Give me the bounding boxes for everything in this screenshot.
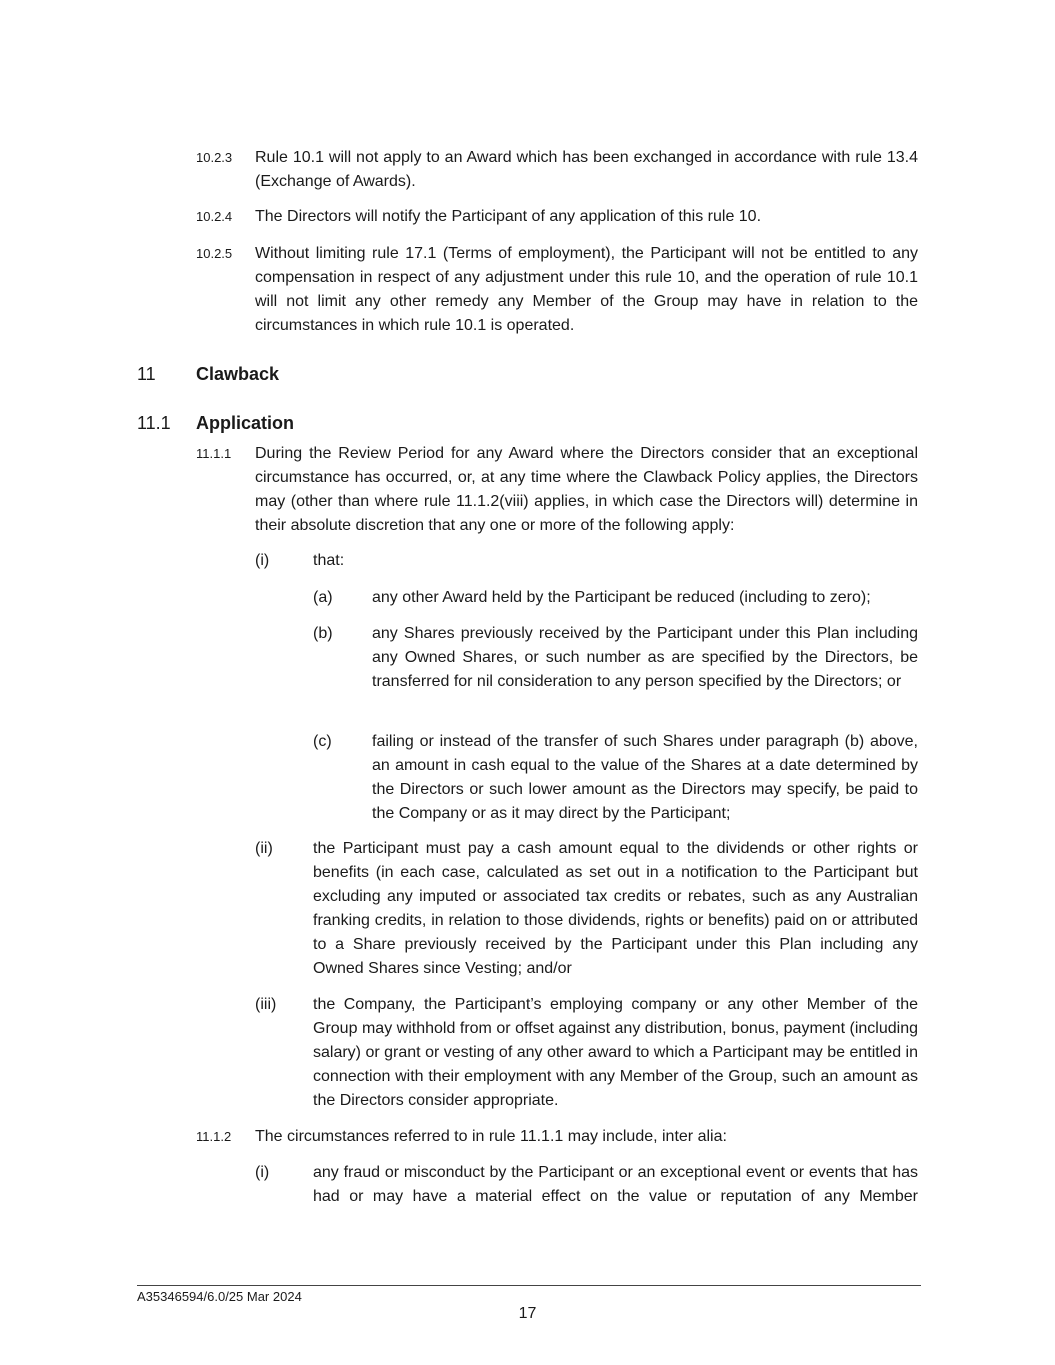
clause-number: 11.1.1 <box>196 446 232 461</box>
section-number: 11 <box>137 364 156 384</box>
clause-text: Rule 10.1 will not apply to an Award which has been exchanged in accordance with rule 13.4 (Exchange of Awards). <box>255 149 918 190</box>
item-number: (ii) <box>255 840 273 857</box>
item-text: that: <box>313 552 345 569</box>
item-text: any fraud or misconduct by the Participant or an exceptional event or events that has had or may have a material effect on the value or reputation of any Member <box>313 1164 918 1205</box>
clause-text: Without limiting rule 17.1 (Terms of employment), the Participant will not be entitled to any compensation in respect of any adjustment under this rule 10, and the operation of rule 10.1 will not limit any other remedy any Member of the Group may have in relation to the circumstances in which rule 10.1 is operated. <box>255 245 918 334</box>
clause-number: 10.2.4 <box>196 209 233 224</box>
item-text: the Company, the Participant’s employing company or any other Member of the Group may withhold from or offset against any distribution, bonus, payment (including salary) or grant or vesting of any other award to which a Participant may be entitled in connection with their employment with any Member of the Group, such an amount as the Directors consider appropriate. <box>313 996 918 1109</box>
document-reference: A35346594/6.0/25 Mar 2024 <box>137 1289 302 1304</box>
subitem-text: any other Award held by the Participant be reduced (including to zero); <box>372 589 871 606</box>
subitem-number: (c) <box>313 733 332 750</box>
section-title: Clawback <box>196 364 280 384</box>
clause-text: The circumstances referred to in rule 11.1.1 may include, inter alia: <box>255 1128 727 1145</box>
page-number: 17 <box>518 1305 537 1322</box>
item-number: (i) <box>255 1164 270 1181</box>
subsection-title: Application <box>196 413 294 433</box>
subitem-text: failing or instead of the transfer of such Shares under paragraph (b) above, an amount in cash equal to the value of the Shares at a date determined by the Directors or such lower amount as the Directors may specify, be paid to the Company or as it may direct by the Participant; <box>372 733 918 822</box>
clause-number: 11.1.2 <box>196 1129 232 1144</box>
clause-text: During the Review Period for any Award where the Directors consider that an exceptional circumstance has occurred, or, at any time where the Clawback Policy applies, the Directors may (other than where rule 11.1.2(viii) applies, in which case the Directors will) determine in their absolute discretion that any one or more of the following apply: <box>255 445 918 534</box>
item-number: (i) <box>255 552 270 569</box>
item-number: (iii) <box>255 996 277 1013</box>
subitem-number: (a) <box>313 589 333 606</box>
clause-number: 10.2.5 <box>196 246 233 261</box>
footer-divider <box>137 1285 921 1286</box>
subsection-number: 11.1 <box>137 413 171 433</box>
clause-text: The Directors will notify the Participant of any application of this rule 10. <box>255 208 762 225</box>
item-text: the Participant must pay a cash amount equal to the dividends or other rights or benefits (in each case, calculated as set out in a notification to the Participant but excluding any imputed or associated tax credits or rebates, such as any Australian franking credits, in relation to those dividends, rights or benefits) paid on or attributed to a Share previously received by the Participant under this Plan including any Owned Shares since Vesting; and/or <box>313 840 918 977</box>
subitem-text: any Shares previously received by the Participant under this Plan including any Owned Shares, or such number as are specified by the Directors, be transferred for nil consideration to any person specified by the Directors; or <box>372 625 918 690</box>
clause-number: 10.2.3 <box>196 150 233 165</box>
subitem-number: (b) <box>313 625 333 642</box>
